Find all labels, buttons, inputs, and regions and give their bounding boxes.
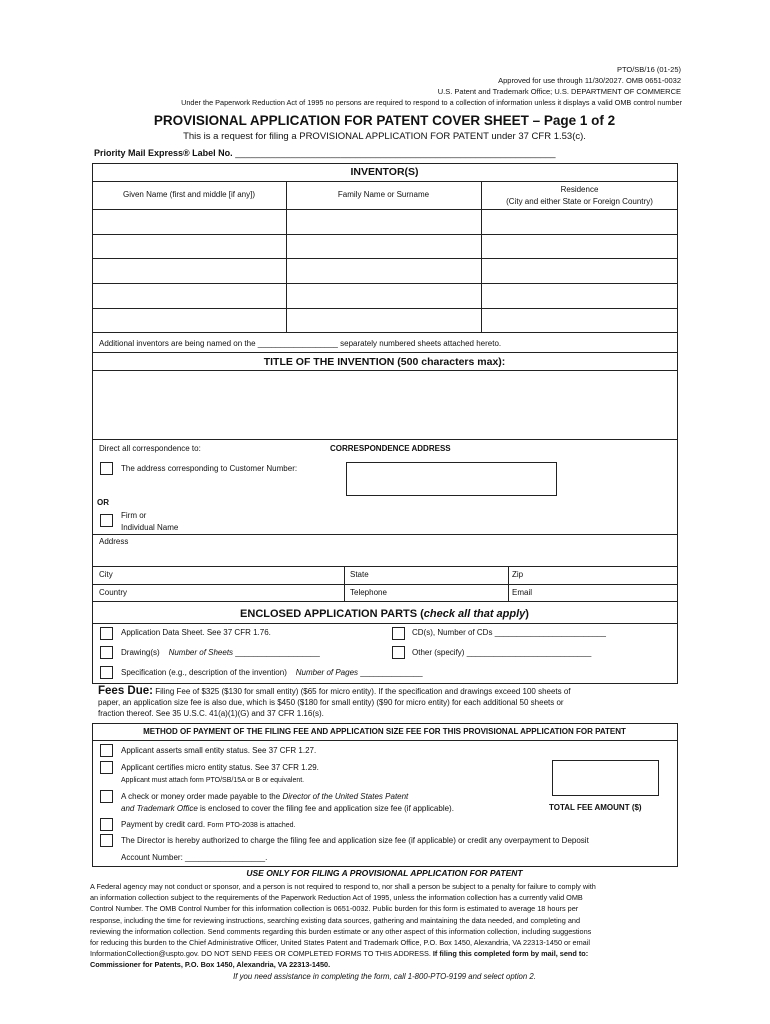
inventor-row[interactable] — [93, 309, 677, 331]
number-of-sheets-field[interactable]: ___________________ — [235, 648, 320, 657]
director-authorized-label: The Director is hereby authorized to charge the filing fee and application size fee (if applicable) or credit any overpayment to Deposit — [121, 836, 589, 845]
customer-number-checkbox[interactable] — [100, 462, 113, 475]
title-of-invention-field[interactable] — [93, 371, 677, 439]
total-fee-amount-label: TOTAL FEE AMOUNT ($) — [549, 803, 642, 812]
drawings-checkbox[interactable] — [100, 646, 113, 659]
customer-number-field[interactable] — [346, 462, 557, 496]
credit-card-checkbox[interactable] — [100, 818, 113, 831]
form-id: PTO/SB/16 (01-25) — [616, 65, 681, 74]
cds-checkbox[interactable] — [392, 627, 405, 640]
payment-heading: METHOD OF PAYMENT OF THE FILING FEE AND APPLICATION SIZE FEE FOR THIS PROVISIONAL APPLICATION FOR PATENT — [143, 727, 626, 736]
col-family-name: Family Name or Surname — [337, 190, 430, 199]
fees-text-3: fraction thereof. See 35 U.S.C. 41(a)(1)(G) and 37 CFR 1.16(s). — [98, 709, 324, 718]
form-header-block — [438, 64, 681, 97]
email-label: Email — [512, 588, 533, 597]
col-residence — [481, 184, 678, 208]
firm-label-line1: Firm or — [121, 511, 147, 520]
telephone-label: Telephone — [350, 588, 387, 597]
fees-due-block — [98, 686, 678, 719]
additional-inventors-note — [99, 339, 501, 348]
or-label: OR — [97, 498, 109, 507]
check-money-order-checkbox[interactable] — [100, 790, 113, 803]
additional-suffix: separately numbered sheets attached hereto. — [340, 339, 502, 348]
account-number-row — [121, 853, 267, 862]
burden-line: response, including the time for reviewing instructions, searching existing data sources, gathering and maintaining the data needed, and completing and — [90, 915, 581, 925]
check-line1-pre: A check or money order made payable to the — [121, 792, 283, 801]
director-authorized-checkbox[interactable] — [100, 834, 113, 847]
priority-mail-label: Priority Mail Express® Label No. — [94, 148, 233, 158]
ads-label: Application Data Sheet. See 37 CFR 1.76. — [121, 628, 271, 637]
mail-to-label: If filing this completed form by mail, send to: — [432, 949, 589, 959]
cds-row — [412, 628, 606, 637]
inventor-row[interactable] — [93, 284, 677, 307]
credit-card-label: Payment by credit card. — [121, 820, 206, 829]
inventors-heading: INVENTOR(S) — [350, 166, 419, 178]
fees-text-1: Filing Fee of $325 ($130 for small entity) ($65 for micro entity). If the specification and drawings exceed 100 sheets of — [155, 687, 571, 696]
check-line1-italic: Director of the United States Patent — [282, 792, 409, 801]
total-fee-amount-field[interactable] — [552, 760, 659, 796]
inventor-row[interactable] — [93, 235, 677, 257]
burden-statement — [90, 881, 680, 971]
check-money-order-label — [121, 791, 454, 815]
other-row — [412, 648, 591, 657]
state-label: State — [350, 570, 369, 579]
burden-line: for reducing this burden to the Chief Administrative Officer, United States Patent and Trademark Office, P.O. Box 1450, Alexandria, VA 22313-1450 or email — [90, 938, 590, 948]
credit-card-note: Form PTO-2038 is attached. — [207, 822, 296, 829]
enclosed-heading-main: ENCLOSED APPLICATION PARTS ( — [240, 608, 424, 620]
customer-number-label: The address corresponding to Customer Number: — [121, 464, 298, 473]
agency-line: U.S. Patent and Trademark Office; U.S. DEPARTMENT OF COMMERCE — [437, 87, 681, 96]
fees-text-2: paper, an application size fee is also due, which is $450 ($180 for small entity) ($90 for micro entity) for each additional 50 sheets or — [98, 698, 564, 707]
omb-approval: Approved for use through 11/30/2027. OMB 0651-0032 — [498, 76, 681, 85]
account-number-field[interactable]: __________________. — [185, 853, 268, 862]
priority-mail-row — [94, 148, 556, 158]
enclosed-heading-close: ) — [525, 608, 529, 620]
ads-checkbox[interactable] — [100, 627, 113, 640]
micro-entity-checkbox[interactable] — [100, 761, 113, 774]
enclosed-heading — [92, 608, 677, 620]
inventor-row[interactable] — [93, 210, 677, 233]
correspondence-address-heading: CORRESPONDENCE ADDRESS — [330, 444, 451, 453]
additional-sheets-field[interactable]: __________________ — [257, 339, 338, 348]
burden-line: reviewing the information collection. Send comments regarding this burden estimate or any other aspect of this information collection, including suggestions — [90, 926, 592, 936]
drawings-row — [121, 648, 320, 657]
account-number-label: Account Number: — [121, 853, 183, 862]
burden-line: A Federal agency may not conduct or sponsor, and a person is not required to respond to, nor shall a person be subject to a penalty for failure to comply with — [90, 882, 596, 891]
firm-name-label — [121, 510, 178, 534]
zip-label: Zip — [512, 570, 524, 579]
fees-due-heading: Fees Due: — [98, 685, 153, 697]
other-label: Other (specify) — [412, 648, 465, 657]
number-of-pages-label: Number of Pages — [295, 668, 359, 677]
city-label: City — [99, 570, 113, 579]
check-line2-italic: and Trademark Office — [121, 804, 198, 813]
address-label: Address — [99, 537, 129, 546]
drawings-label: Drawing(s) — [121, 648, 160, 657]
enclosed-heading-italic: check all that apply — [423, 608, 526, 620]
small-entity-checkbox[interactable] — [100, 744, 113, 757]
additional-prefix: Additional inventors are being named on the — [99, 339, 256, 348]
use-only-notice: USE ONLY FOR FILING A PROVISIONAL APPLICATION FOR PATENT — [246, 868, 523, 878]
pra-notice: Under the Paperwork Reduction Act of 1995 no persons are required to respond to a collection of information unless it displays a valid OMB control number — [181, 98, 682, 107]
burden-line-7: InformationCollection@uspto.gov. DO NOT SEND FEES OR COMPLETED FORMS TO THIS ADDRESS. — [90, 949, 433, 959]
firm-label-line2: Individual Name — [121, 523, 179, 532]
priority-mail-field[interactable]: ________________________________________________________________ — [235, 148, 556, 158]
credit-card-row — [121, 820, 295, 829]
specification-row — [121, 668, 423, 677]
number-of-sheets-label: Number of Sheets — [168, 648, 234, 657]
specification-checkbox[interactable] — [100, 666, 113, 679]
micro-entity-label: Applicant certifies micro entity status. See 37 CFR 1.29. — [121, 763, 319, 772]
other-checkbox[interactable] — [392, 646, 405, 659]
assistance-line: If you need assistance in completing the form, call 1-800-PTO-9199 and select option 2. — [233, 972, 536, 981]
col-given-name: Given Name (first and middle [if any]) — [122, 190, 256, 199]
check-line2-post: is enclosed to cover the filing fee and application size fee (if applicable). — [197, 804, 454, 813]
micro-entity-note: Applicant must attach form PTO/SB/15A or B or equivalent. — [121, 777, 305, 784]
col-residence-line2: (City and either State or Foreign Country) — [506, 197, 653, 206]
small-entity-label: Applicant asserts small entity status. See 37 CFR 1.27. — [121, 746, 317, 755]
cds-number-field[interactable]: _________________________ — [494, 628, 606, 637]
cds-label: CD(s), Number of CDs — [412, 628, 493, 637]
burden-line: an information collection subject to the requirements of the Paperwork Reduction Act of 1995, unless the information collection has a currently valid OMB — [90, 893, 583, 903]
page-subtitle: This is a request for filing a PROVISIONAL APPLICATION FOR PATENT under 37 CFR 1.53(c). — [183, 131, 586, 142]
burden-line: Control Number. The OMB Control Number for this information collection is 0651-0032. Public burden for this form is estimated to average 18 hours per — [90, 904, 579, 914]
direct-correspondence-label: Direct all correspondence to: — [99, 444, 201, 453]
page-title: PROVISIONAL APPLICATION FOR PATENT COVER SHEET – Page 1 of 2 — [153, 113, 616, 128]
title-heading: TITLE OF THE INVENTION (500 characters max): — [263, 356, 506, 368]
specification-label: Specification (e.g., description of the invention) — [121, 668, 287, 677]
col-residence-line1: Residence — [560, 185, 599, 194]
commissioner-address: Commissioner for Patents, P.O. Box 1450, Alexandria, VA 22313-1450. — [90, 960, 331, 970]
burden-line — [90, 948, 680, 959]
firm-name-checkbox[interactable] — [100, 514, 113, 527]
other-specify-field[interactable]: ____________________________ — [466, 648, 592, 657]
number-of-pages-field[interactable]: ______________ — [360, 668, 423, 677]
inventor-row[interactable] — [93, 259, 677, 282]
country-label: Country — [99, 588, 128, 597]
